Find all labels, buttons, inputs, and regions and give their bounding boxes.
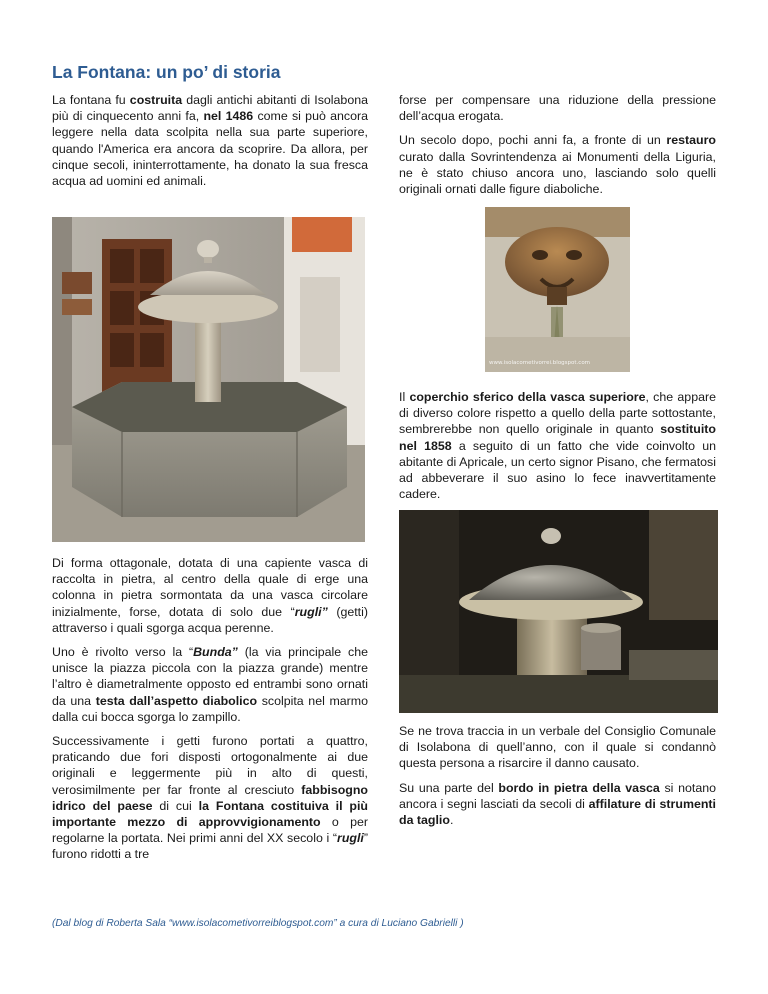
right-column-top [399,92,716,205]
bold-text: sostituito nel 1858 [399,422,716,453]
paragraph: Un secolo dopo, pochi anni fa, a fronte di un restauro curato dalla Sovrintendenza ai Monumenti della Liguria, ne è stato chiuso ancora uno, lasciando solo quelli originali ornati dalle figure diaboliche. [399,133,716,197]
bold-text: rugli [337,831,364,846]
paragraph: Di forma ottagonale, dotata di una capiente vasca di raccolta in pietra, al centro della quale di erge una colonna in pietra sormontata da una vasca circolare inizialmente, forse, dotata di solo due “rugli” (getti) attraverso i quali sgorga acqua perenne. [52,556,368,635]
paragraph: Il coperchio sferico della vasca superiore, che appare di diverso colore rispetto a quello della parte sottostante, sembrerebbe non quello originale in quanto sostituito nel 1858 a seguito di un fatto che vide coinvolto un abitante di Apricale, un certo signor Pisano, che fermatosi ad abbeverare il suo asino lo fece inavvertitamente cadere. [399,390,716,502]
paragraph: Su una parte del bordo in pietra della vasca si notano ancora i segni lasciati da secoli di affilature di strumenti da taglio. [399,780,716,828]
footer-credit: (Dal blog di Roberta Sala “www.isolacometivorreiblogspot.com” a cura di Luciano Gabrielli ) [52,918,464,929]
photo-caption-url: www.isolacometivorrei.blogspot.com [489,360,591,366]
bold-text: costruita [129,93,183,107]
fountain-photo [52,217,365,542]
right-column-bottom [399,723,716,836]
paragraph: forse per compensare una riduzione della pressione dell’acqua erogata. [399,93,716,124]
bold-text: nel 1486 [203,109,254,124]
paragraph: Se ne trova traccia in un verbale del Consiglio Comunale di Isolabona di quell’anno, con il quale si condannò questa persona a risarcire il danno causato. [399,724,716,771]
bold-text: coperchio sferico della vasca superiore [409,390,646,404]
left-column-top [52,92,368,197]
diabolic-head-photo [485,207,630,372]
bold-text: testa dall’aspetto diabolico [95,693,258,708]
bold-text: la Fontana costituiva il più importante mezzo di approvvigionamento [52,798,368,830]
paragraph: Successivamente i getti furono portati a quattro, praticando due fori disposti ortogonalmente ai due originali e leggermente più in alto di questi, verosimilmente per far fronte al cresciuto fabbisogno idrico del paese di cui la Fontana costituiva il più importante mezzo di approvvigionamento o per regolarne la portata. Nei primi anni del XX secolo i “rugli” furono ridotti a tre [52,734,368,862]
bold-text: Bunda” [193,645,238,660]
bold-text: restauro [666,133,716,148]
paragraph: Uno è rivolto verso la “Bunda” (la via principale che unisce la piazza piccola con la piazza grande) mentre l’altro è diametralmente opposto ed entrambi sono ornati da una testa dall’aspetto diabolico scolpita nel marmo dalla cui bocca sgorga lo zampillo. [52,645,369,724]
left-column-bottom [52,555,368,871]
paragraph: La fontana fu costruita dagli antichi abitanti di Isolabona più di cinquecento anni fa, nel 1486 come si può ancora leggere nella data scolpita nella sua parte superiore, quando l'America era ancora da scoprire. Da allora, per cinque secoli, ininterrottamente, ha donato la sua fresca acqua ad uomini ed animali. [52,93,368,189]
bold-text: affilature di strumenti da taglio [399,796,716,828]
right-column-middle [399,389,716,510]
bold-text: bordo in pietra della vasca [498,780,660,795]
page-title: La Fontana: un po’ di storia [52,62,281,82]
bold-text: fabbisogno idrico del paese [52,782,368,813]
spherical-cover-photo [399,510,718,713]
bold-text: rugli” [294,604,328,619]
